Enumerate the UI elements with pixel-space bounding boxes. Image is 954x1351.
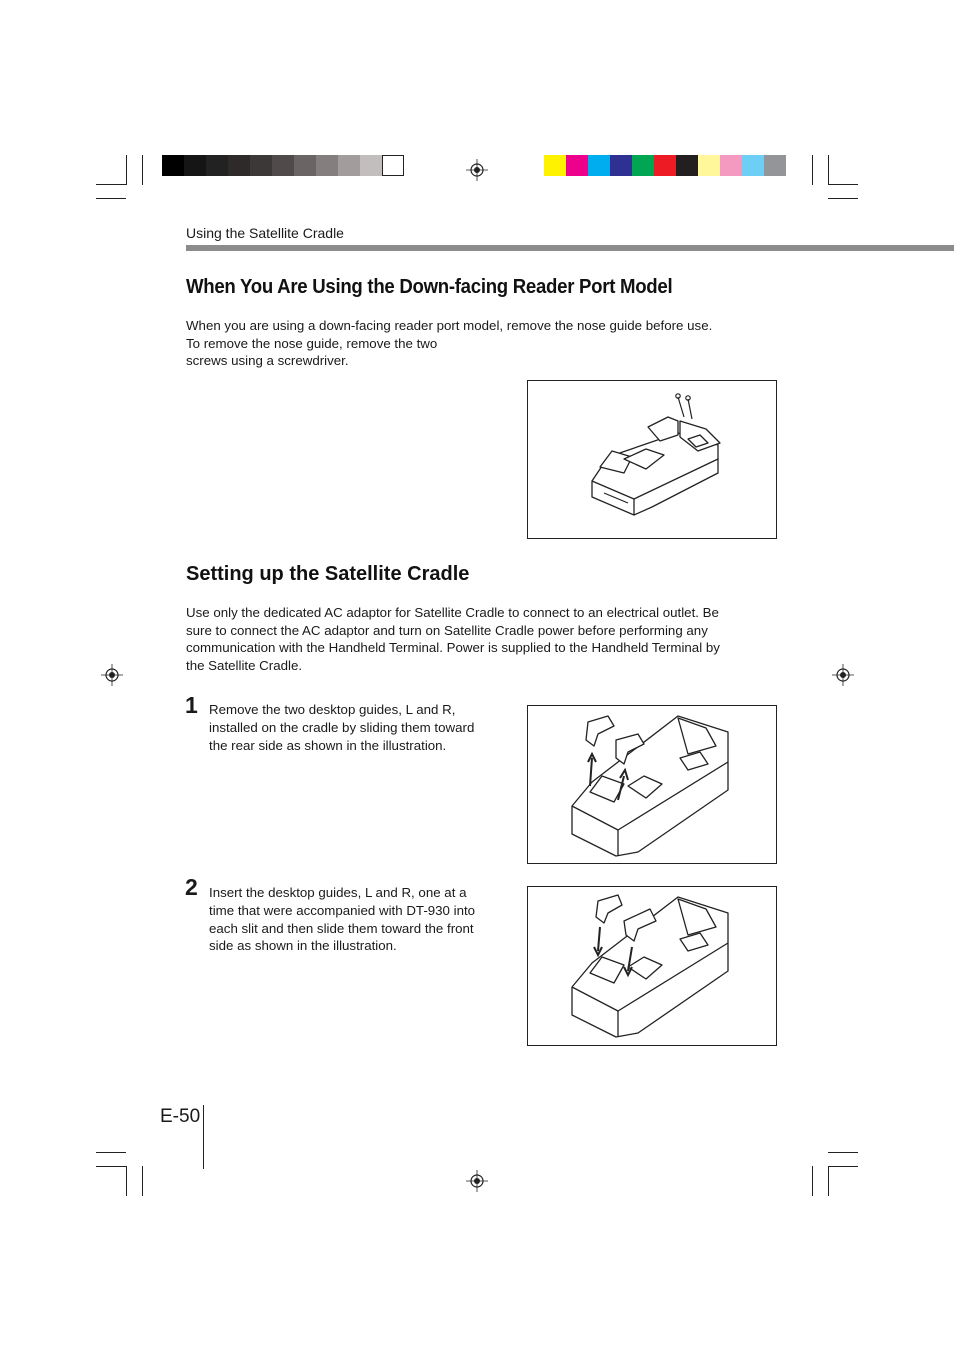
- text-line: screws using a screwdriver.: [186, 353, 349, 369]
- calibration-swatch: [720, 155, 742, 176]
- footer-rule: [203, 1105, 204, 1169]
- calibration-swatch: [676, 155, 698, 176]
- calibration-swatch: [338, 155, 360, 176]
- figure-nose-guide-screws: [527, 380, 777, 539]
- calibration-swatch: [360, 155, 382, 176]
- calibration-swatch: [382, 155, 404, 176]
- registration-mark-icon: [466, 159, 488, 181]
- text-line: installed on the cradle by sliding them toward: [209, 719, 475, 735]
- calibration-swatch: [206, 155, 228, 176]
- text-line: time that were accompanied with DT-930 into: [209, 902, 476, 918]
- calibration-swatch: [272, 155, 294, 176]
- calibration-swatch: [316, 155, 338, 176]
- step-number: 2: [185, 874, 198, 900]
- figure-remove-guides: [527, 705, 777, 864]
- calibration-swatch: [654, 155, 676, 176]
- text-line: the Satellite Cradle.: [186, 657, 303, 673]
- registration-mark-icon: [101, 664, 123, 686]
- text-line: each slit and then slide them toward the front: [209, 920, 474, 936]
- calibration-swatch: [566, 155, 588, 176]
- section-heading-down-facing: When You Are Using the Down-facing Reader Port Model: [186, 276, 673, 298]
- step-number: 1: [185, 692, 198, 718]
- grayscale-calibration-bar: [162, 155, 404, 176]
- calibration-swatch: [184, 155, 206, 176]
- registration-mark-icon: [466, 1170, 488, 1192]
- calibration-swatch: [294, 155, 316, 176]
- text-line: To remove the nose guide, remove the two: [186, 335, 438, 351]
- text-line: Use only the dedicated AC adaptor for Satellite Cradle to connect to an electrical outlet. Be: [186, 605, 719, 620]
- calibration-swatch: [742, 155, 764, 176]
- calibration-swatch: [588, 155, 610, 176]
- text-line: sure to connect the AC adaptor and turn on Satellite Cradle power before performing any: [186, 622, 708, 638]
- color-calibration-bar: [544, 155, 786, 176]
- calibration-swatch: [610, 155, 632, 176]
- text-line: communication with the Handheld Terminal. Power is supplied to the Handheld Terminal by: [186, 640, 720, 656]
- section2-paragraph: [186, 604, 720, 674]
- calibration-swatch: [544, 155, 566, 176]
- calibration-swatch: [698, 155, 720, 176]
- step-2-text: [209, 884, 509, 955]
- calibration-swatch: [764, 155, 786, 176]
- running-header: Using the Satellite Cradle: [186, 225, 344, 241]
- figure-insert-guides: [527, 886, 777, 1046]
- text-line: Remove the two desktop guides, L and R,: [209, 702, 456, 717]
- header-rule: [186, 245, 954, 251]
- step-1-text: [209, 701, 509, 754]
- text-line: Insert the desktop guides, L and R, one at a: [209, 885, 467, 900]
- text-line: When you are using a down-facing reader port model, remove the nose guide before use.: [186, 318, 713, 333]
- registration-mark-icon: [832, 664, 854, 686]
- section-heading-setup: Setting up the Satellite Cradle: [186, 563, 470, 585]
- section1-paragraph: [186, 317, 712, 370]
- calibration-swatch: [228, 155, 250, 176]
- page-number: E-50: [160, 1106, 201, 1127]
- text-line: the rear side as shown in the illustration.: [209, 737, 447, 753]
- calibration-swatch: [250, 155, 272, 176]
- calibration-swatch: [162, 155, 184, 176]
- calibration-swatch: [632, 155, 654, 176]
- text-line: side as shown in the illustration.: [209, 938, 397, 954]
